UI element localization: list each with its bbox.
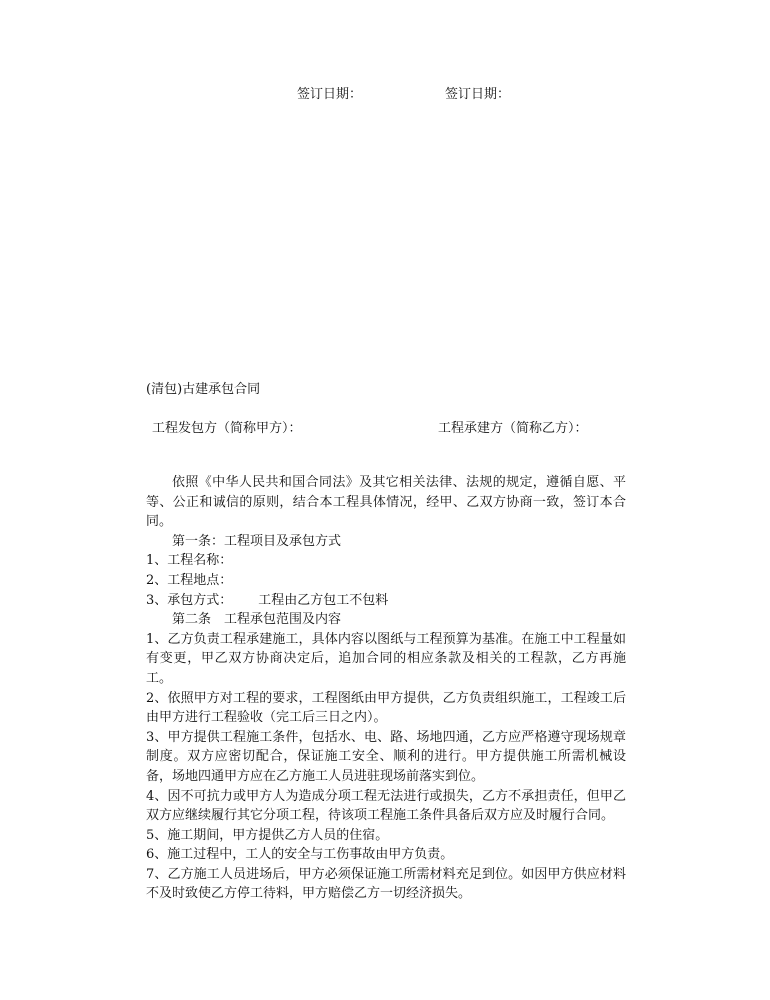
article-2-item: 3、甲方提供工程施工条件，包括水、电、路、场地四通，乙方应严格遵守现场规章制度。双方应密切配合，保证施工安全、顺利的进行。甲方提供施工所需机械设备，场地四通甲方应在乙方施工人员进驻现场前落实到位。 [146,729,626,784]
article-1-item-project-name: 1、工程名称： [146,553,233,569]
article-1-item-contract-mode [146,591,626,611]
article-2-item: 7、乙方施工人员进场后，甲方必须保证施工所需材料充足到位。如因甲方供应材料不及时致使乙方停工待料，甲方赔偿乙方一切经济损失。 [146,866,626,902]
article-1-heading: 第一条：工程项目及承包方式 [172,533,342,549]
party-a-label: 工程发包方（简称甲方）： [152,421,302,436]
article-2-heading [146,610,626,630]
contract-mode-value: 工程由乙方包工不包料 [258,592,389,608]
article-1-item-project-location: 2、工程地点： [146,572,233,588]
party-b-label: 工程承建方（简称乙方）： [438,421,588,436]
preamble-paragraph: 依照《中华人民共和国合同法》及其它相关法律、法规的规定，遵循自愿、平等、公正和诚信的原则，结合本工程具体情况，经甲、乙双方协商一致，签订本合同。 [146,475,626,530]
contract-mode-label: 3、承包方式： [146,592,233,608]
article-2-item: 2、依照甲方对工程的要求，工程图纸由甲方提供，乙方负责组织施工，工程竣工后由甲方进行工程验收（完工后三日之内）。 [146,690,626,726]
article-2-number: 第二条 [172,612,212,628]
signing-date-label-right: 签订日期： [445,87,511,102]
article-2-item: 4、因不可抗力或甲方人为造成分项工程无法进行或损失，乙方不承担责任，但甲乙双方应继续履行其它分项工程，待该项工程施工条件具备后双方应及时履行合同。 [146,788,626,824]
article-2-item: 1、乙方负责工程承建施工，具体内容以图纸与工程预算为基准。在施工中工程量如有变更，甲乙双方协商决定后，追加合同的相应条款及相关的工程款，乙方再施工。 [146,631,626,686]
contract-body [146,473,626,904]
article-2-title: 工程承包范围及内容 [224,612,342,628]
signing-date-label-left: 签订日期： [297,87,363,102]
contract-title: (清包)古建承包合同 [146,382,261,397]
article-2-item: 6、施工过程中，工人的安全与工伤事故由甲方负责。 [146,847,454,863]
article-2-item: 5、施工期间，甲方提供乙方人员的住宿。 [146,827,389,843]
